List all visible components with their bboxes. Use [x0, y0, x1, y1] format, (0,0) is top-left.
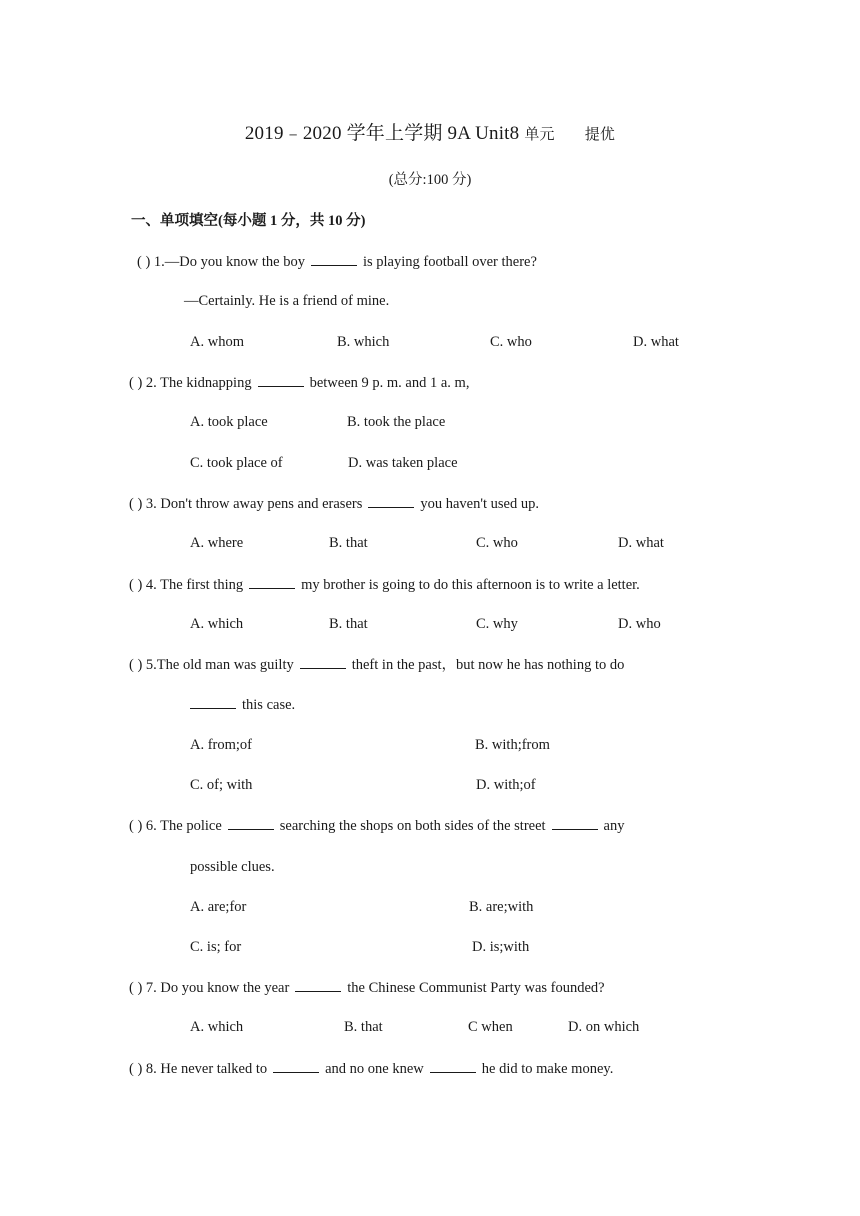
answer-blank [295, 979, 341, 992]
answer-paren: ( ) [129, 1061, 143, 1077]
option-c: C. who [490, 334, 532, 350]
question-text: is playing football over there? [362, 254, 537, 270]
option-a: A. took place [190, 414, 268, 430]
option-a: A. are;for [190, 899, 247, 915]
title-main: 2019﹣2020 学年上学期 9A Unit8 [244, 123, 520, 144]
question-4 [129, 576, 640, 594]
option-d: D. was taken place [348, 455, 458, 471]
page-title [0, 118, 860, 145]
question-text: my brother is going to do this afternoon is to write a letter. [301, 577, 640, 593]
answer-blank [300, 656, 346, 669]
total-score: (总分:100 分) [388, 172, 472, 188]
title-tag: 提优 [584, 127, 616, 143]
question-6-cont: possible clues. [190, 859, 275, 875]
option-c: C when [468, 1019, 513, 1035]
question-text: 7. Do you know the year [145, 980, 290, 996]
option-d: D. what [618, 535, 664, 551]
option-a: A. which [190, 616, 244, 632]
question-6 [129, 817, 624, 835]
question-3 [129, 495, 539, 513]
question-5-cont [184, 696, 295, 714]
question-7 [129, 979, 605, 997]
question-text: 6. The police [145, 818, 222, 834]
option-c: C. of; with [190, 777, 253, 793]
question-text: 5.The old man was guilty [145, 657, 294, 673]
option-d: D. on which [568, 1019, 640, 1035]
question-text: 1.—Do you know the boy [153, 254, 305, 270]
section-heading: 一、单项填空(每小题 1 分，共 10 分) [131, 213, 366, 229]
answer-paren: ( ) [137, 254, 151, 270]
option-c: C. who [476, 535, 518, 551]
title-unit: 单元 [524, 127, 555, 143]
answer-blank [273, 1060, 319, 1073]
question-text: the Chinese Communist Party was founded? [347, 980, 605, 996]
question-text: any [603, 818, 625, 834]
answer-blank [552, 817, 598, 830]
question-text: between 9 p. m. and 1 a. m, [309, 375, 470, 391]
option-d: D. who [618, 616, 661, 632]
option-c: C. why [476, 616, 518, 632]
option-a: A. which [190, 1019, 244, 1035]
answer-paren: ( ) [129, 657, 143, 673]
option-a: A. whom [190, 334, 244, 350]
answer-blank [249, 576, 295, 589]
question-text: 3. Don't throw away pens and erasers [145, 496, 363, 512]
question-1-reply: —Certainly. He is a friend of mine. [184, 293, 390, 309]
question-5 [129, 656, 624, 674]
question-text: this case. [242, 697, 296, 713]
question-2 [129, 374, 469, 392]
question-text: theft in the past，but now he has nothing to do [351, 657, 625, 673]
answer-paren: ( ) [129, 496, 143, 512]
option-d: D. what [633, 334, 679, 350]
answer-blank [190, 696, 236, 709]
option-b: B. that [329, 616, 368, 632]
option-b: B. that [344, 1019, 383, 1035]
option-d: D. is;with [472, 939, 530, 955]
option-b: B. took the place [347, 414, 446, 430]
question-text: 2. The kidnapping [145, 375, 252, 391]
option-b: B. are;with [469, 899, 534, 915]
answer-blank [258, 374, 304, 387]
option-b: B. which [337, 334, 390, 350]
answer-blank [311, 253, 357, 266]
question-text: searching the shops on both sides of the street [279, 818, 546, 834]
answer-paren: ( ) [129, 980, 143, 996]
option-d: D. with;of [476, 777, 536, 793]
option-b: B. that [329, 535, 368, 551]
option-c: C. took place of [190, 455, 283, 471]
answer-blank [430, 1060, 476, 1073]
question-8 [129, 1060, 613, 1078]
answer-paren: ( ) [129, 577, 143, 593]
answer-blank [368, 495, 414, 508]
question-text: 4. The first thing [145, 577, 244, 593]
question-1 [137, 253, 537, 271]
option-c: C. is; for [190, 939, 242, 955]
answer-paren: ( ) [129, 818, 143, 834]
option-a: A. from;of [190, 737, 253, 753]
question-text: you haven't used up. [420, 496, 539, 512]
answer-blank [228, 817, 274, 830]
question-text: and no one knew [325, 1061, 424, 1077]
answer-paren: ( ) [129, 375, 143, 391]
option-b: B. with;from [475, 737, 550, 753]
question-text: he did to make money. [481, 1061, 614, 1077]
question-text: 8. He never talked to [145, 1061, 268, 1077]
option-a: A. where [190, 535, 244, 551]
